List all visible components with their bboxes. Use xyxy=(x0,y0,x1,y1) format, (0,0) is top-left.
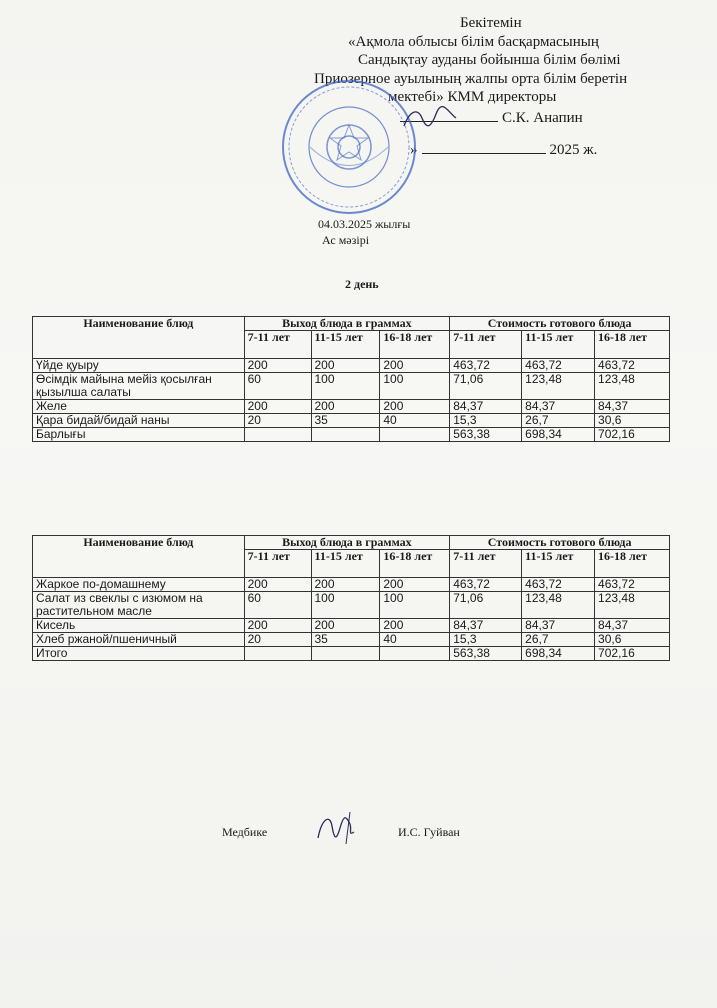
cell-value: 200 xyxy=(380,578,450,592)
approval-title: Бекітемін xyxy=(460,15,522,31)
cell-value xyxy=(311,428,380,442)
cell-value: 698,34 xyxy=(522,428,595,442)
cell-value: 30,6 xyxy=(595,414,670,428)
cell-value: 200 xyxy=(311,359,380,373)
total-label: Барлығы xyxy=(33,428,245,442)
dish-name: Қара бидай/бидай наны xyxy=(33,414,245,428)
cell-value xyxy=(244,428,311,442)
age-group-header: 11-15 лет xyxy=(522,550,595,578)
col-header-yield: Выход блюда в граммах xyxy=(244,536,450,550)
approval-line-3: Приозерное ауылының жалпы орта білім беретін xyxy=(314,70,628,87)
cell-value xyxy=(380,428,450,442)
cell-value: 26,7 xyxy=(522,414,595,428)
dish-name: Үйде қуыру xyxy=(33,359,245,373)
age-group-header: 16-18 лет xyxy=(380,550,450,578)
age-group-header: 11-15 лет xyxy=(522,331,595,359)
cell-value: 100 xyxy=(311,373,380,400)
approval-year: 2025 ж. xyxy=(549,142,598,158)
cell-value: 71,06 xyxy=(450,373,522,400)
cell-value: 71,06 xyxy=(450,592,522,619)
cell-value: 35 xyxy=(311,414,380,428)
cell-value: 463,72 xyxy=(595,578,670,592)
cell-value: 463,72 xyxy=(595,359,670,373)
table-row xyxy=(33,633,670,647)
cell-value: 123,48 xyxy=(522,592,595,619)
school-stamp-icon xyxy=(278,76,420,218)
age-group-header: 7-11 лет xyxy=(450,331,522,359)
cell-value: 100 xyxy=(380,373,450,400)
table-header-row xyxy=(33,536,670,550)
menu-table-russian xyxy=(32,535,670,661)
age-group-header: 16-18 лет xyxy=(595,331,670,359)
age-group-header: 7-11 лет xyxy=(244,331,311,359)
cell-value: 100 xyxy=(311,592,380,619)
cell-value: 35 xyxy=(311,633,380,647)
cell-value: 463,72 xyxy=(450,359,522,373)
quote-close: » xyxy=(410,142,418,158)
cell-value: 40 xyxy=(380,414,450,428)
col-header-name: Наименование блюд xyxy=(33,317,245,359)
cell-value: 84,37 xyxy=(522,619,595,633)
dish-name: Өсімдік майына мейіз қосылған қызылша салаты xyxy=(33,373,245,400)
col-header-cost: Стоимость готового блюда xyxy=(450,536,670,550)
table-row xyxy=(33,619,670,633)
cell-value: 100 xyxy=(380,592,450,619)
cell-value: 26,7 xyxy=(522,633,595,647)
cell-value: 60 xyxy=(244,592,311,619)
cell-value: 84,37 xyxy=(450,400,522,414)
cell-value: 84,37 xyxy=(595,400,670,414)
table-row xyxy=(33,592,670,619)
cell-value: 200 xyxy=(244,578,311,592)
age-group-header: 11-15 лет xyxy=(311,550,380,578)
age-group-header: 7-11 лет xyxy=(450,550,522,578)
approval-line-1: «Ақмола облысы білім басқармасының xyxy=(348,33,599,50)
table-header-row xyxy=(33,317,670,331)
cell-value: 463,72 xyxy=(522,578,595,592)
nurse-role: Медбике xyxy=(222,825,268,839)
cell-value: 200 xyxy=(380,619,450,633)
director-name: С.К. Анапин xyxy=(502,109,583,126)
cell-value: 463,72 xyxy=(450,578,522,592)
cell-value: 84,37 xyxy=(450,619,522,633)
cell-value: 702,16 xyxy=(595,647,670,661)
col-header-yield: Выход блюда в граммах xyxy=(244,317,450,331)
cell-value: 200 xyxy=(380,359,450,373)
nurse-name: И.С. Гуйван xyxy=(398,825,460,839)
cell-value xyxy=(311,647,380,661)
date-underline xyxy=(422,139,546,154)
cell-value xyxy=(244,647,311,661)
menu-date: 04.03.2025 жылғы xyxy=(318,217,411,231)
col-header-cost: Стоимость готового блюда xyxy=(450,317,670,331)
cell-value: 20 xyxy=(244,414,311,428)
table-row xyxy=(33,373,670,400)
table-total-row xyxy=(33,428,670,442)
cell-value: 30,6 xyxy=(595,633,670,647)
cell-value: 15,3 xyxy=(450,633,522,647)
cell-value: 200 xyxy=(311,619,380,633)
cell-value: 123,48 xyxy=(595,373,670,400)
nurse-signature-icon xyxy=(310,808,360,848)
cell-value: 698,34 xyxy=(522,647,595,661)
table-row xyxy=(33,359,670,373)
cell-value: 200 xyxy=(244,400,311,414)
cell-value: 563,38 xyxy=(450,647,522,661)
director-signature-icon xyxy=(400,104,460,134)
cell-value: 123,48 xyxy=(522,373,595,400)
approval-line-2: Сандықтау ауданы бойынша білім бөлімі xyxy=(358,52,621,68)
cell-value: 20 xyxy=(244,633,311,647)
total-label: Итого xyxy=(33,647,245,661)
day-title: 2 день xyxy=(345,277,379,291)
dish-name: Хлеб ржаной/пшеничный xyxy=(33,633,245,647)
cell-value xyxy=(380,647,450,661)
cell-value: 463,72 xyxy=(522,359,595,373)
cell-value: 200 xyxy=(244,619,311,633)
cell-value: 84,37 xyxy=(522,400,595,414)
cell-value: 563,38 xyxy=(450,428,522,442)
age-group-header: 11-15 лет xyxy=(311,331,380,359)
dish-name: Салат из свеклы с изюмом на растительном масле xyxy=(33,592,245,619)
table-row xyxy=(33,578,670,592)
cell-value: 200 xyxy=(311,578,380,592)
table-total-row xyxy=(33,647,670,661)
cell-value: 123,48 xyxy=(595,592,670,619)
cell-value: 200 xyxy=(244,359,311,373)
col-header-name: Наименование блюд xyxy=(33,536,245,578)
dish-name: Желе xyxy=(33,400,245,414)
approval-line-4: мектебі» КММ директоры xyxy=(388,89,557,105)
dish-name: Жаркое по-домашнему xyxy=(33,578,245,592)
age-group-header: 16-18 лет xyxy=(380,331,450,359)
dish-name: Кисель xyxy=(33,619,245,633)
table-row xyxy=(33,400,670,414)
cell-value: 200 xyxy=(380,400,450,414)
cell-value: 702,16 xyxy=(595,428,670,442)
menu-title: Ас мәзірі xyxy=(322,233,370,247)
cell-value: 15,3 xyxy=(450,414,522,428)
cell-value: 60 xyxy=(244,373,311,400)
menu-table-kazakh xyxy=(32,316,670,442)
cell-value: 40 xyxy=(380,633,450,647)
cell-value: 200 xyxy=(311,400,380,414)
cell-value: 84,37 xyxy=(595,619,670,633)
table-row xyxy=(33,414,670,428)
age-group-header: 16-18 лет xyxy=(595,550,670,578)
age-group-header: 7-11 лет xyxy=(244,550,311,578)
